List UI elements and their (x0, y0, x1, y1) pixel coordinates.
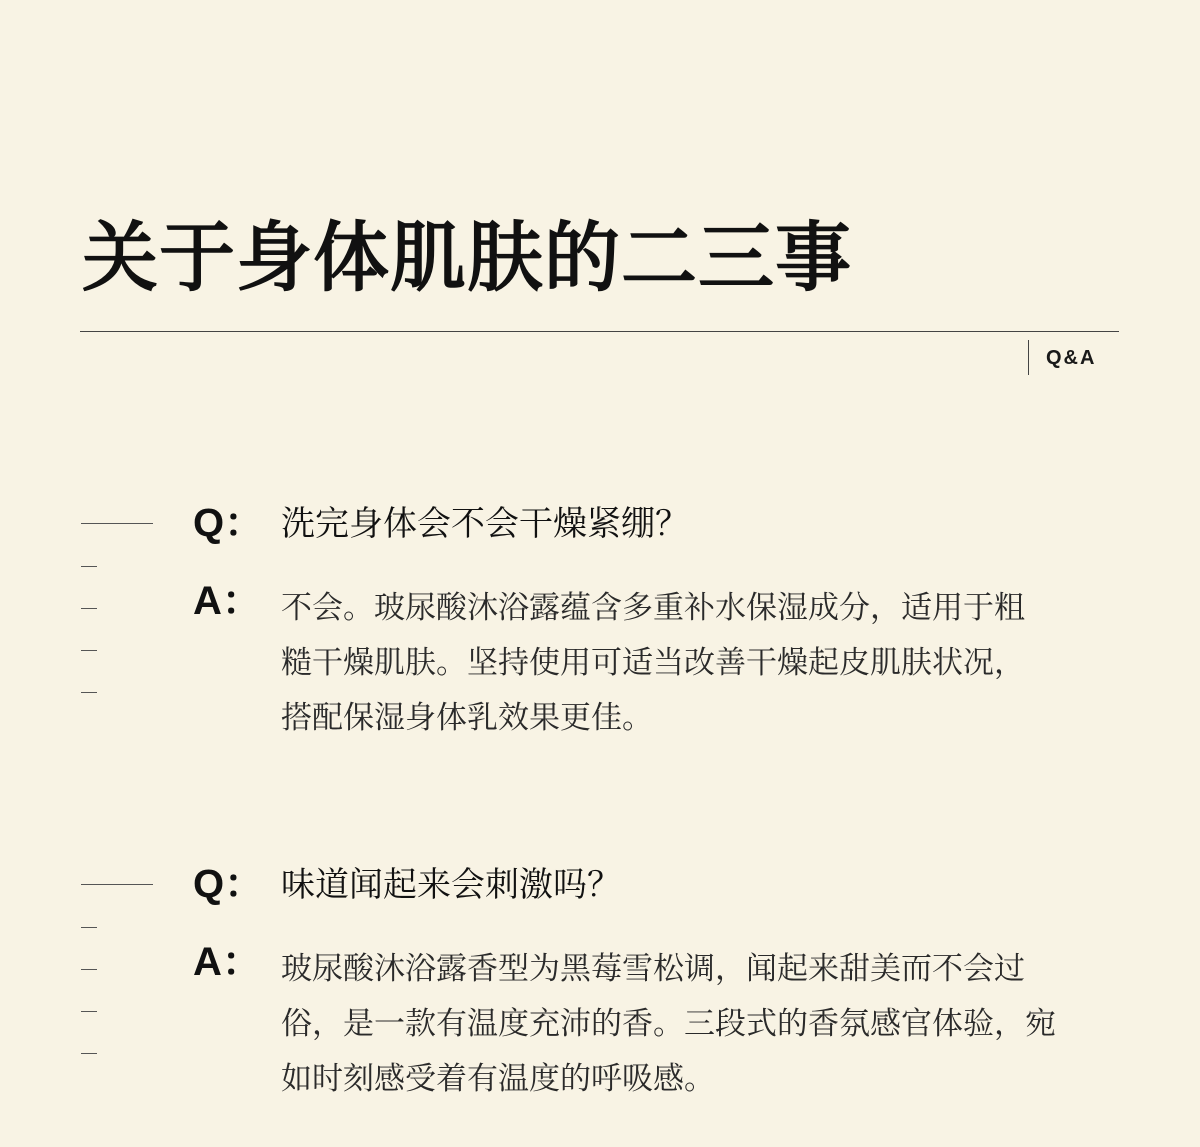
decorative-line (81, 884, 153, 885)
question-text: 洗完身体会不会干燥紧绷？ (281, 504, 689, 544)
answer-line: 搭配保湿身体乳效果更佳。 (281, 700, 653, 736)
decorative-dash (81, 608, 97, 609)
answer-marker: A： (193, 940, 262, 984)
decorative-dash (81, 927, 97, 928)
answer-line: 俗，是一款有温度充沛的香。三段式的香氛感官体验，宛 (281, 1006, 1056, 1042)
title-divider (80, 331, 1119, 332)
answer-line: 玻尿酸沐浴露香型为黑莓雪松调，闻起来甜美而不会过 (281, 951, 1025, 987)
answer-text (281, 942, 1121, 1107)
decorative-dash (81, 969, 97, 970)
tag-divider (1028, 340, 1029, 375)
qa-item (0, 497, 1200, 757)
question-marker: Q： (193, 501, 265, 545)
decorative-dash (81, 692, 97, 693)
answer-line: 如时刻感受着有温度的呼吸感。 (281, 1061, 715, 1097)
answer-line: 不会。玻尿酸沐浴露蕴含多重补水保湿成分，适用于粗 (281, 590, 1025, 626)
answer-line: 糙干燥肌肤。坚持使用可适当改善干燥起皮肌肤状况， (281, 645, 1025, 681)
qa-item (0, 858, 1200, 1118)
decorative-line (81, 523, 153, 524)
qa-tag: Q&A (1046, 347, 1097, 369)
answer-text (281, 581, 1121, 746)
answer-marker: A： (193, 579, 262, 623)
question-text: 味道闻起来会刺激吗？ (281, 865, 621, 905)
decorative-dash (81, 566, 97, 567)
question-marker: Q： (193, 862, 265, 906)
decorative-dash (81, 650, 97, 651)
decorative-dash (81, 1011, 97, 1012)
page-title: 关于身体肌肤的二三事 (82, 213, 852, 302)
decorative-dash (81, 1053, 97, 1054)
